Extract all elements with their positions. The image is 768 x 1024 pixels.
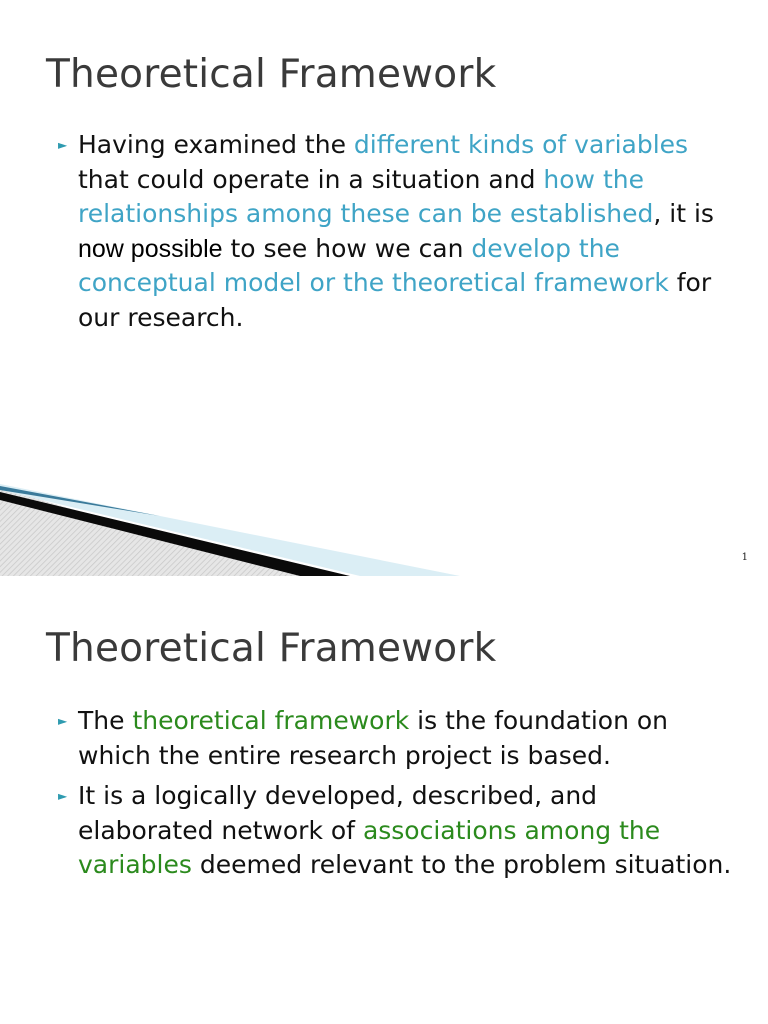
slide-title: Theoretical Framework — [46, 626, 497, 671]
bullet-item — [58, 779, 738, 883]
bullet-text — [78, 130, 714, 332]
text-run: that could operate in a situation and — [78, 164, 544, 194]
text-run: It is a logically developed, described, and elaborated network of — [78, 781, 598, 845]
text-run: to see how we can — [222, 233, 472, 263]
highlight-run: develop the conceptual model or the theoretical framework — [78, 233, 669, 297]
bullet-list — [58, 128, 738, 341]
slide-2 — [0, 576, 768, 1024]
highlight-run: how the relationships among these can be established — [78, 164, 654, 228]
bullet-item — [58, 128, 738, 335]
text-run: for our research. — [78, 268, 712, 332]
slide-title: Theoretical Framework — [46, 52, 497, 97]
bullet-item — [58, 704, 738, 773]
text-run: Having examined the — [78, 130, 354, 159]
highlight-run: different kinds of variables — [353, 130, 689, 159]
page-number: 1 — [741, 552, 748, 563]
highlight-run: associations among the variables — [78, 815, 661, 879]
bullet-triangle-icon: ► — [58, 138, 68, 152]
text-run: is the foundation on which the entire research project is based. — [78, 706, 669, 770]
emphasis-run: now possible — [78, 234, 223, 263]
text-run: The — [78, 706, 133, 735]
decorative-swoosh — [0, 470, 460, 576]
highlight-run: theoretical framework — [132, 706, 410, 735]
bullet-text — [78, 706, 668, 770]
bullet-triangle-icon: ► — [58, 789, 68, 803]
bullet-text — [78, 781, 731, 879]
text-run: , it is — [653, 199, 714, 228]
bullet-triangle-icon: ► — [58, 714, 68, 728]
bullet-list — [58, 704, 738, 889]
text-run: deemed relevant to the problem situation. — [191, 850, 732, 879]
